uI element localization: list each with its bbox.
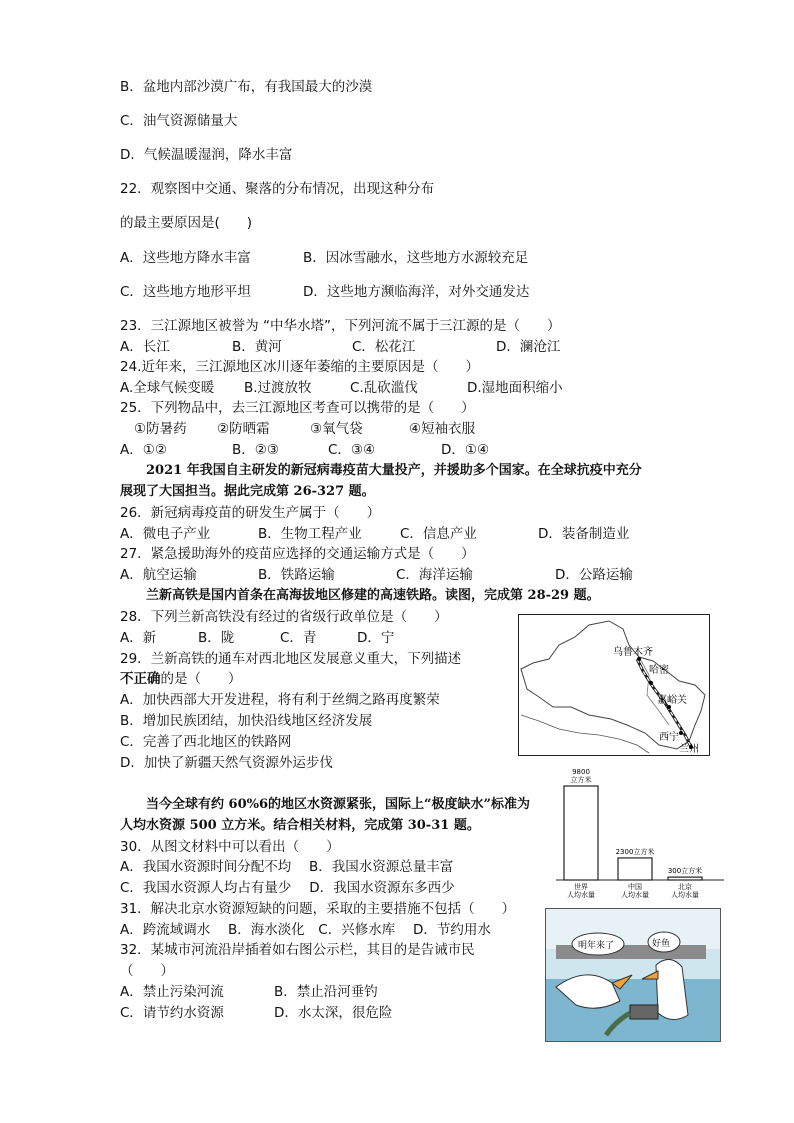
q28-option-b: B．陇 <box>198 630 235 646</box>
category-label: 北京 <box>678 883 692 891</box>
material-1-line-1: 2021 年我国自主研发的新冠病毒疫苗大量投产，并援助多个国家。在全球抗疫中充分 <box>146 463 642 478</box>
q22-option-a: A．这些地方降水丰富 <box>120 250 251 266</box>
label-lanzhou: 兰州 <box>679 744 699 755</box>
q23-option-b: B．黄河 <box>232 339 282 355</box>
q32-option-d: D．水太深，很危险 <box>274 1005 393 1021</box>
bar <box>564 786 598 880</box>
q28-option-a: A．新 <box>120 630 157 646</box>
map-svg <box>519 615 709 755</box>
question-28: 28．下列兰新高铁没有经过的省级行政单位是（ ） <box>120 609 448 625</box>
material-3-line-2: 人均水资源 500 立方米。结合相关材料，完成第 30-31 题。 <box>120 818 480 833</box>
q24-option-a: A.全球气候变暖 <box>120 380 215 396</box>
question-22-cont: 的最主要原因是( ) <box>120 215 253 231</box>
q30-options-cd: C．我国水资源人均占有量少 D．我国水资源东多西少 <box>120 880 455 896</box>
q29-option-d: D．加快了新疆天然气资源外运步伐 <box>120 755 333 771</box>
q29-option-c: C．完善了西北地区的铁路网 <box>120 734 292 750</box>
q24-option-c: C.乱砍滥伐 <box>350 380 418 396</box>
q25-item: ④短袖衣服 <box>409 421 476 437</box>
question-26: 26．新冠病毒疫苗的研发生产属于（ ） <box>120 505 381 521</box>
hami-dot <box>649 681 653 685</box>
q26-option-b: B．生物工程产业 <box>258 526 362 542</box>
option-line: D．气候温暖湿润，降水丰富 <box>120 147 293 163</box>
category-label: 世界 <box>574 883 588 891</box>
category-label: 人均水量 <box>567 891 595 899</box>
q27-option-b: B．铁路运输 <box>258 567 335 583</box>
category-label: 人均水量 <box>671 891 699 899</box>
label-jiayuguan: 嘉峪关 <box>657 695 687 706</box>
q32-option-b: B．禁止沿河垂钓 <box>274 984 378 1000</box>
question-32: 32．某城市河流沿岸插着如右图公示栏，其目的是告诫市民 <box>120 942 475 958</box>
q29-option-b: B．增加民族团结，加快沿线地区经济发展 <box>120 713 373 729</box>
question-25: 25．下列物品中，去三江源地区考查可以携带的是（ ） <box>120 400 475 416</box>
material-2: 兰新高铁是国内首条在高海拔地区修建的高速铁路。读图，完成第 28-29 题。 <box>146 588 600 603</box>
question-29: 29．兰新高铁的通车对西北地区发展意义重大，下列描述 <box>120 651 462 667</box>
label-xining: 西宁 <box>659 732 679 743</box>
lanxin-railway-map <box>518 614 710 756</box>
q25-option-a: A．①② <box>120 442 167 458</box>
q26-option-c: C．信息产业 <box>400 526 477 542</box>
q29-negation: 不正确 <box>120 671 161 687</box>
q23-option-c: C．松花江 <box>352 339 416 355</box>
q25-option-c: C．③④ <box>328 442 376 458</box>
q22-option-b: B．因冰雪融水，这些地方水源较充足 <box>303 250 529 266</box>
cartoon-illustration <box>545 908 721 1042</box>
q27-option-d: D．公路运输 <box>555 567 633 583</box>
q27-option-a: A．航空运输 <box>120 567 197 583</box>
question-24: 24.近年来，三江源地区冰川逐年萎缩的主要原因是（ ） <box>120 359 479 375</box>
category-label: 中国 <box>628 883 642 891</box>
bar <box>668 877 702 880</box>
bird-2-beak <box>642 971 658 979</box>
bird-2 <box>656 959 688 1019</box>
q27-option-c: C．海洋运输 <box>396 567 473 583</box>
value-label: 2300立方米 <box>615 847 655 856</box>
value-label: 9800 <box>572 768 590 776</box>
xining-dot <box>679 731 683 735</box>
question-29-cont <box>120 670 242 688</box>
q25-option-d: D．①④ <box>441 442 490 458</box>
q25-option-b: B．②③ <box>232 442 279 458</box>
q29-tail: 的是（ ） <box>160 671 242 687</box>
material-1-line-2: 展现了大国担当。据此完成第 26-327 题。 <box>120 484 375 499</box>
q29-option-a: A．加快西部大开发进程，将有利于丝绸之路再度繁荣 <box>120 692 440 708</box>
question-32-cont: （ ） <box>120 963 174 979</box>
q24-option-d: D.湿地面积缩小 <box>467 380 563 396</box>
q25-item: ②防晒霜 <box>217 421 270 437</box>
q22-option-c: C．这些地方地形平坦 <box>120 284 251 300</box>
drain-pipe <box>630 1005 658 1019</box>
region-border <box>521 715 649 753</box>
bubble-2-text: 好鱼 <box>652 939 671 949</box>
question-23: 23．三江源地区被誉为 “中华水塔”，下列河流不属于三江源的是（ ） <box>120 318 561 334</box>
option-line: C．油气资源储量大 <box>120 113 238 129</box>
q28-option-d: D．宁 <box>357 630 395 646</box>
question-27: 27．紧急援助海外的疫苗应选择的交通运输方式是（ ） <box>120 546 475 562</box>
q31-options: A．跨流域调水 B．海水淡化 C．兴修水库 D．节约用水 <box>120 922 491 938</box>
question-31: 31．解决北京水资源短缺的问题，采取的主要措施不包括（ ） <box>120 901 516 917</box>
xinjiang-outline <box>521 621 705 749</box>
label-urumqi: 乌鲁木齐 <box>613 647 653 658</box>
q28-option-c: C．青 <box>280 630 317 646</box>
q24-option-b: B.过渡放牧 <box>244 380 312 396</box>
material-3-line-1: 当今全球有约 60%6的地区水资源紧张，国际上“极度缺水”标准为 <box>146 797 530 812</box>
q23-option-a: A．长江 <box>120 339 170 355</box>
label-hami: 哈密 <box>649 665 669 676</box>
q25-item: ①防暑药 <box>134 421 187 437</box>
q22-option-d: D．这些地方濒临海洋，对外交通发达 <box>303 284 530 300</box>
q32-option-c: C．请节约水资源 <box>120 1005 224 1021</box>
bar <box>618 858 652 880</box>
question-22: 22．观察图中交通、聚落的分布情况，出现这种分布 <box>120 181 435 197</box>
cartoon-svg <box>546 909 720 1041</box>
q23-option-d: D．澜沧江 <box>496 339 561 355</box>
category-label: 人均水量 <box>621 891 649 899</box>
q32-option-a: A．禁止污染河流 <box>120 984 224 1000</box>
bubble-1-text: 明年来了 <box>578 941 615 951</box>
q30-options-ab: A．我国水资源时间分配不均 B．我国水资源总量丰富 <box>120 859 454 875</box>
q26-option-d: D．装备制造业 <box>538 526 630 542</box>
value-label: 立方米 <box>570 776 592 784</box>
q26-option-a: A．微电子产业 <box>120 526 211 542</box>
question-30: 30．从图文材料中可以看出（ ） <box>120 839 340 855</box>
value-label: 300立方米 <box>667 867 703 876</box>
option-line: B．盆地内部沙漠广布，有我国最大的沙漠 <box>120 79 373 95</box>
q25-item: ③氧气袋 <box>310 421 363 437</box>
water-per-capita-chart <box>556 766 726 902</box>
bar-chart-svg <box>556 766 726 902</box>
